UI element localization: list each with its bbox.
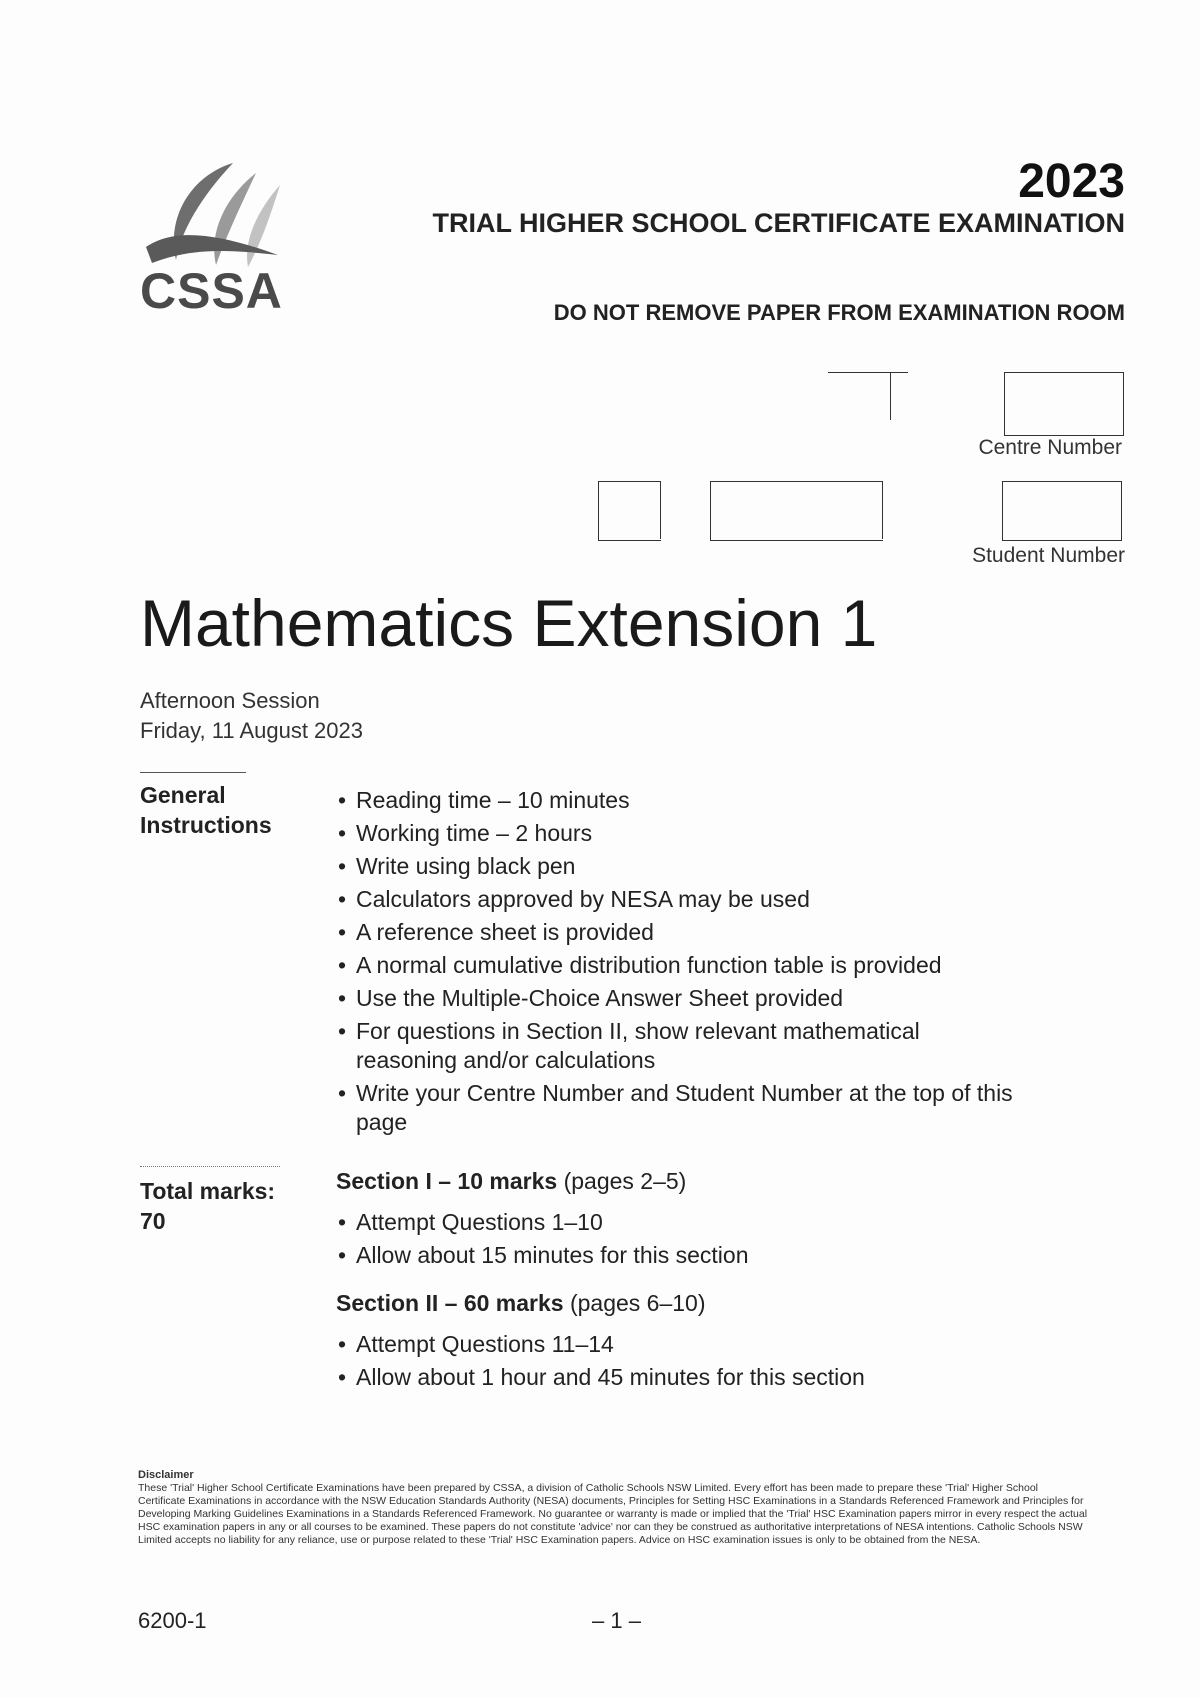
logo-text: CSSA — [140, 263, 283, 319]
centre-box-1[interactable] — [828, 372, 908, 435]
section-1-heading: Section I – 10 marks (pages 2–5) — [336, 1168, 687, 1194]
list-item: • Allow about 15 minutes for this section — [336, 1241, 1036, 1270]
session-time: Afternoon Session — [140, 688, 320, 713]
list-item: • Attempt Questions 11–14 — [336, 1330, 1036, 1359]
student-box-3[interactable] — [1002, 481, 1122, 541]
disclaimer — [138, 1469, 1088, 1547]
total-marks-value: 70 — [140, 1208, 166, 1234]
centre-box-2-divider — [1004, 372, 1005, 434]
disclaimer-body: These 'Trial' Higher School Certificate Examinations have been prepared by CSSA, a division of Catholic Schools NSW Limited. Every effort has been made to prepare these 'Trial' Higher School Certificate Examinations in accordance with the NSW Education Standards Authority (NESA) documents, Principles for Setting HSC Examinations in a Standards Referenced Framework and Principles for Developing Marking Guidelines Examinations in a Standards Referenced Framework. No guarantee or warranty is made or implied that the 'Trial' HSC Examination papers mirror in every respect the actual HSC examination papers in any or all courses to be examined. These papers do not constitute 'advice' nor can they be construed as authoritative interpretations of NESA intentions. Catholic Schools NSW Limited accepts no liability for any reliance, use or purpose related to these 'Trial' HSC Examination papers. Advice on HSC examination issues is only to be obtained from the NESA. — [138, 1482, 1088, 1546]
session-date: Friday, 11 August 2023 — [140, 718, 363, 743]
student-box-2[interactable] — [710, 481, 883, 541]
session-info — [140, 686, 363, 746]
list-item: • For questions in Section II, show relevant mathematical reasoning and/or calculations — [336, 1017, 966, 1075]
student-number-label: Student Number — [972, 544, 1125, 567]
list-item: • Write your Centre Number and Student Number at the top of this page — [336, 1079, 1036, 1137]
list-item: • Use the Multiple-Choice Answer Sheet provided — [336, 984, 1036, 1013]
centre-number-boxes — [828, 372, 1124, 436]
total-marks-heading: Total marks: 70 — [140, 1178, 276, 1234]
list-item: • Write using black pen — [336, 852, 1036, 881]
page-number: – 1 – — [592, 1608, 641, 1633]
general-instructions-list — [336, 786, 1036, 1141]
list-item: • Calculators approved by NESA may be used — [336, 885, 1036, 914]
student-box-3-divider — [1002, 481, 1003, 539]
section-2-heading: Section II – 60 marks (pages 6–10) — [336, 1290, 706, 1316]
student-box-2-divider — [882, 481, 883, 539]
centre-box-divider — [890, 372, 891, 420]
general-instructions-heading: General Instructions — [140, 782, 272, 838]
total-heading-rule — [140, 1166, 280, 1167]
list-item: • Allow about 1 hour and 45 minutes for this section — [336, 1363, 1036, 1392]
list-item: • Reading time – 10 minutes — [336, 786, 1036, 815]
centre-box-2[interactable] — [1004, 372, 1124, 436]
list-item: • Attempt Questions 1–10 — [336, 1208, 1036, 1237]
subject-title: Mathematics Extension 1 — [140, 586, 878, 660]
student-box-1[interactable] — [598, 481, 661, 541]
centre-number-label: Centre Number — [978, 436, 1122, 459]
list-item: • Working time – 2 hours — [336, 819, 1036, 848]
section-1-list — [336, 1208, 1036, 1274]
list-item: • A reference sheet is provided — [336, 918, 1036, 947]
section-2-list — [336, 1330, 1036, 1396]
list-item: • A normal cumulative distribution function table is provided — [336, 951, 1036, 980]
paper-code: 6200-1 — [138, 1608, 207, 1633]
exam-year: 2023 — [1018, 155, 1125, 208]
general-heading-rule — [140, 772, 246, 773]
student-box-1-divider — [660, 481, 661, 539]
disclaimer-title: Disclaimer — [138, 1469, 194, 1481]
exam-title: TRIAL HIGHER SCHOOL CERTIFICATE EXAMINATION — [432, 208, 1125, 238]
notice-text: DO NOT REMOVE PAPER FROM EXAMINATION ROOM — [553, 300, 1125, 325]
student-number-boxes — [598, 481, 1124, 543]
